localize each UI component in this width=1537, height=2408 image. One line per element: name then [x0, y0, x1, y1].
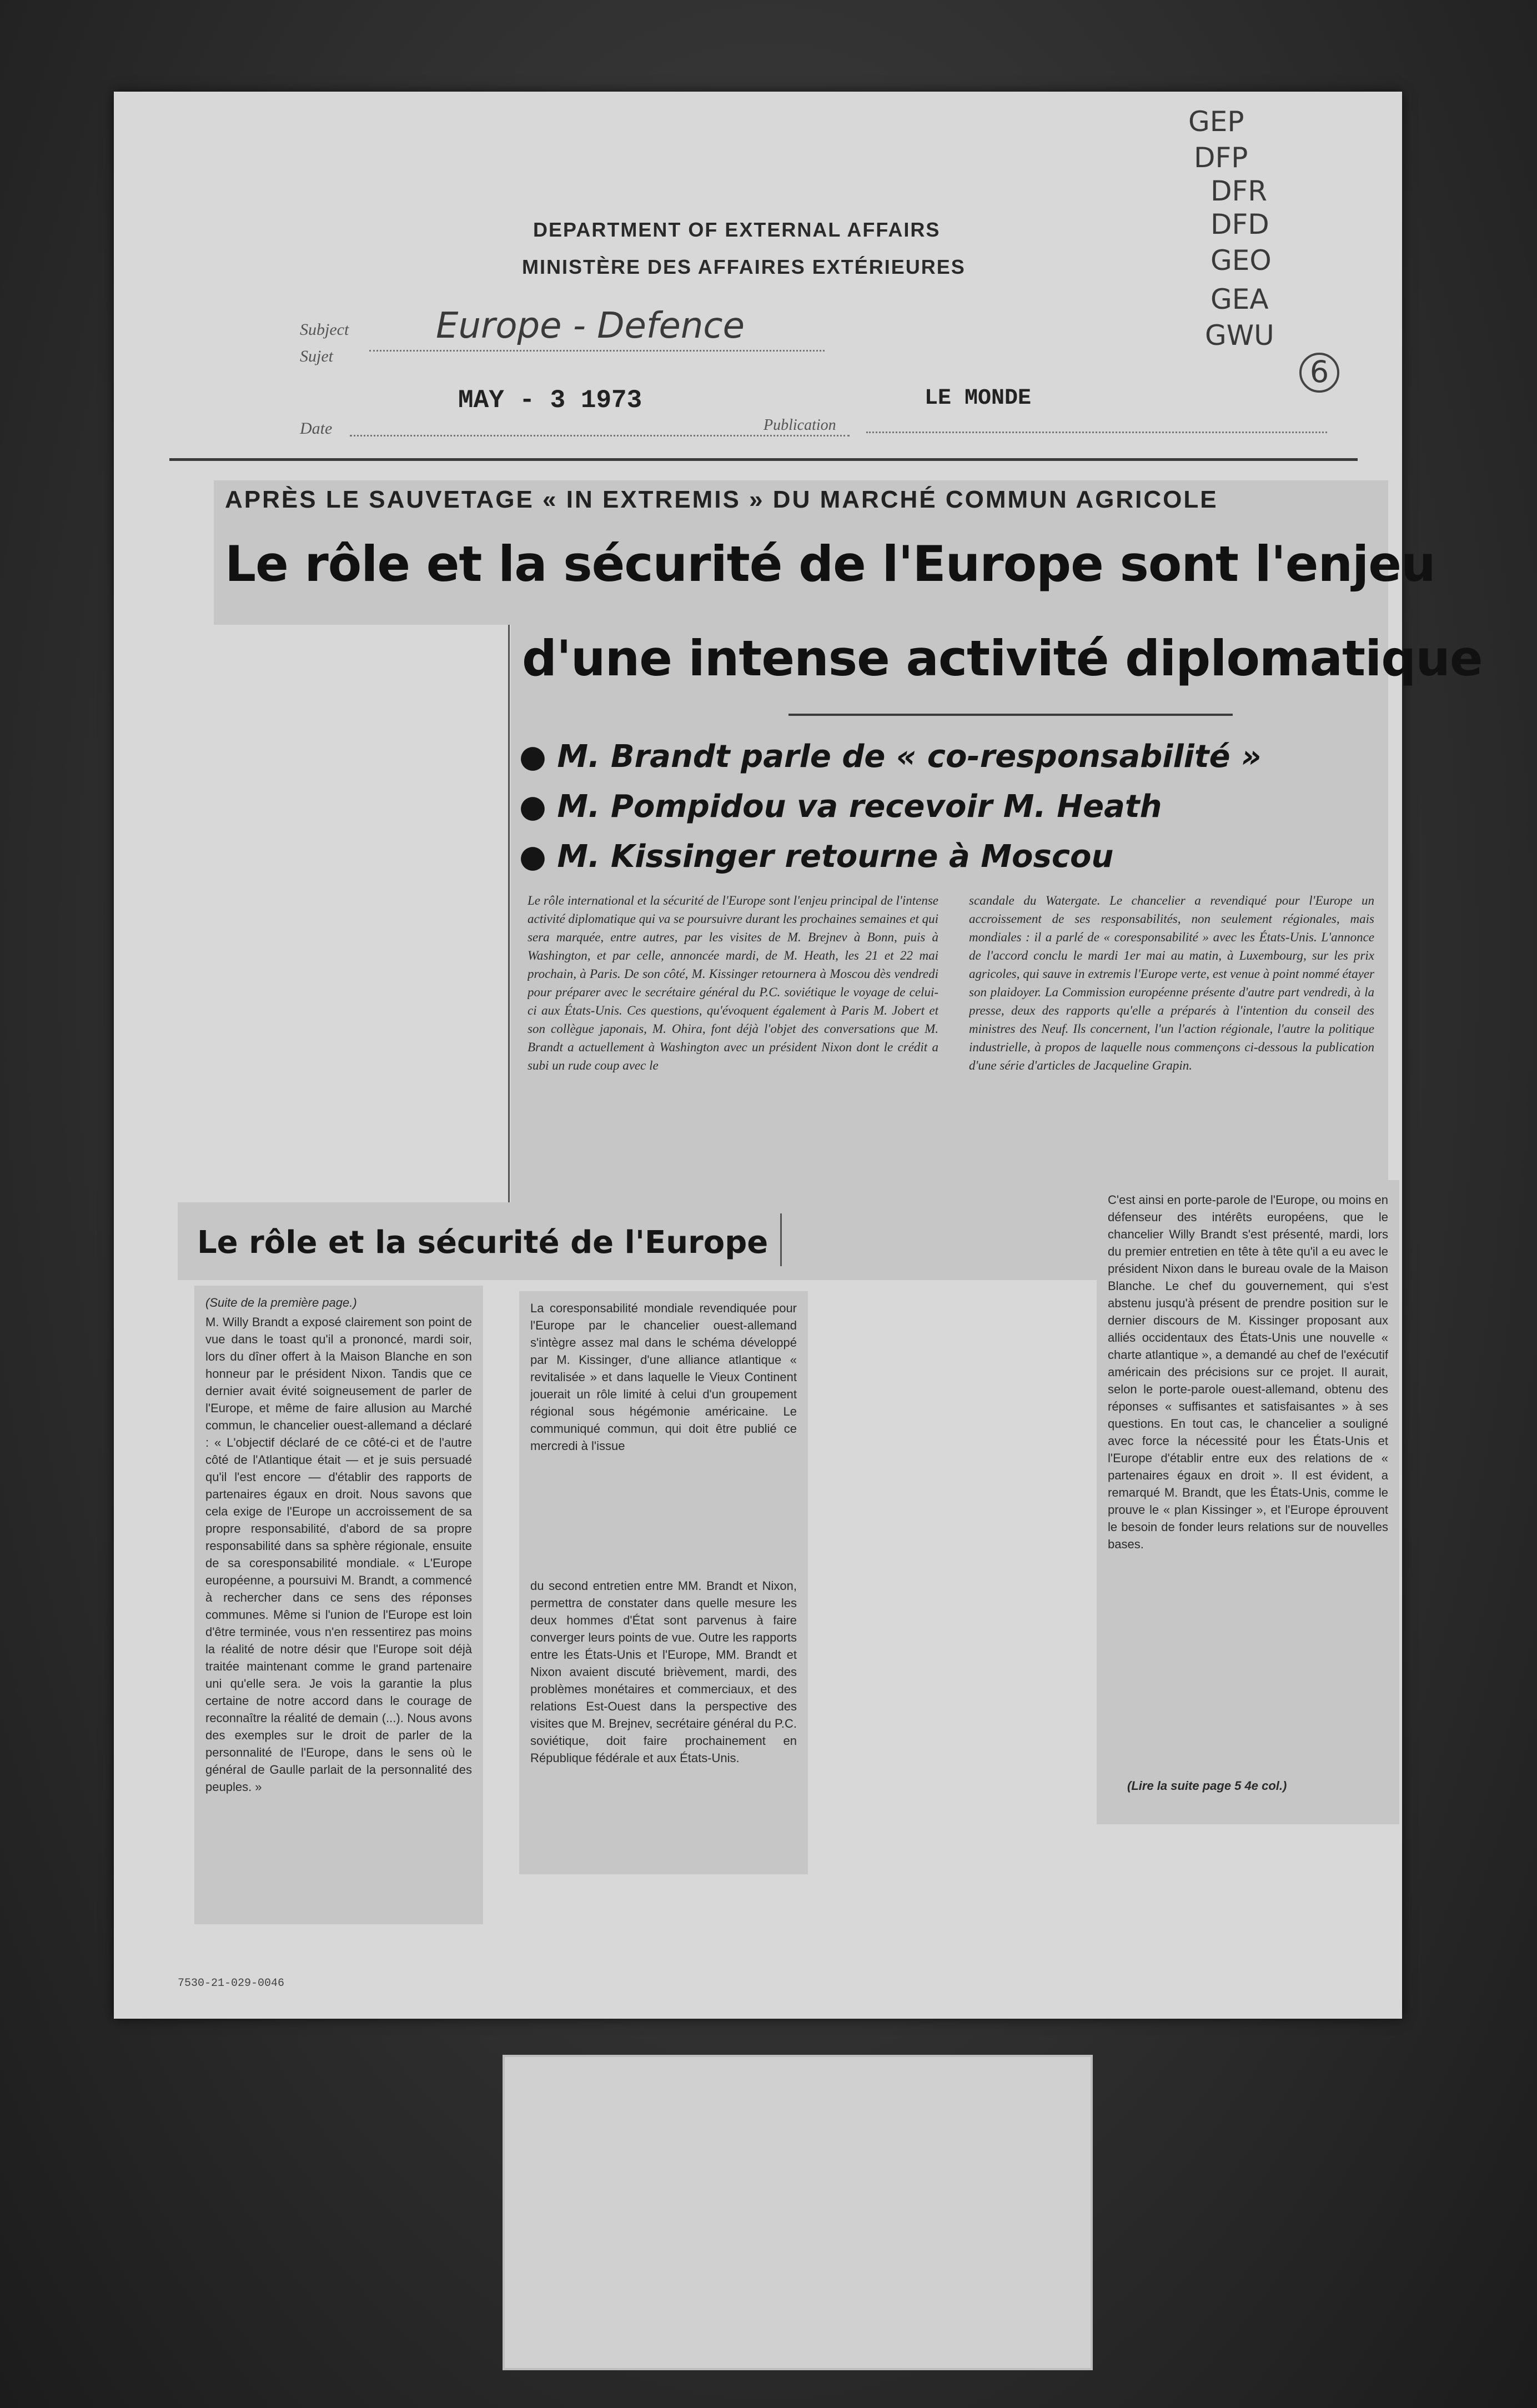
publication-label: Publication	[764, 417, 836, 434]
bullet-3: ● M. Kissinger retourne à Moscou	[519, 839, 1114, 875]
headline-line-1: Le rôle et la sécurité de l'Europe sont l'enjeu	[225, 535, 1435, 593]
continuation-column-2a: La coresponsabilité mondiale revendiquée pour l'Europe par le chancelier ouest-allemand s'intègre assez mal dans le schéma développé par M. Kissinger, d'une alliance atlantique « revitalisée » et dans laquelle le Vieux Continent jouerait un rôle limité à celui d'un groupement régional sous hégémonie américaine. Le communiqué commun, qui doit être publié ce mercredi à l'issue	[530, 1301, 797, 1453]
blank-card	[503, 2055, 1093, 2370]
page-number-circled: 6	[1299, 353, 1339, 393]
form-code: 7530-21-029-0046	[178, 1977, 285, 1990]
publication-stamp: LE MONDE	[925, 386, 1032, 411]
clipping-sheet	[114, 92, 1483, 2019]
continuation-column-1: M. Willy Brandt a exposé clairement son point de vue dans le toast qu'il a prononcé, mardi soir, lors du dîner offert à la Maison Blanche en son honneur par le président Nixon. Tandis que ce dernier avait évité soigneusement de parler de l'Europe, et même de faire allusion au Marché commun, le chancelier ouest-allemand a déclaré : « L'objectif déclaré de ce côté-ci et de l'autre côté de l'Atlantique était — et je suis persuadé qu'il l'est encore — d'établir des rapports de partenaires égaux en droit. Nous savons que cela exige de l'Europe un accroissement de sa propre responsabilité, d'abord de sa propre responsabilité dans sa sphère régionale, ensuite de sa coresponsabilité mondiale. « L'Europe européenne, a poursuivi M. Brandt, a commencé à rechercher dans ce sens des réponses communes. Même si l'union de l'Europe est loin d'être terminée, vous n'en ressentirez pas moins la réalité de notre désir que l'Europe soit déjà traitée maintenant comme le grand partenaire uni qu'elle sera. Je vois la garantie la plus certaine de notre accord dans le courage de reconnaître la réalité de demain (...). Nous avons des exemples sur le droit de parler de la personnalité de l'Europe, dans le sens où le général de Gaulle parlait de la personnalité des peuples. »	[205, 1315, 472, 1794]
continuation-title: Le rôle et la sécurité de l'Europe	[197, 1225, 768, 1261]
date-stamp: MAY - 3 1973	[458, 386, 642, 415]
subject-line	[369, 350, 825, 352]
header-rule	[169, 458, 1358, 461]
suite-note: (Suite de la première page.)	[205, 1296, 357, 1310]
subject-label: Subject	[300, 320, 349, 339]
routing-code: DFP	[1194, 142, 1248, 174]
continuation-jump: (Lire la suite page 5 4e col.)	[1127, 1779, 1287, 1793]
routing-code: GEO	[1210, 244, 1272, 277]
routing-code: DFD	[1210, 208, 1269, 240]
sujet-label: Sujet	[300, 347, 333, 365]
title-edge	[780, 1213, 782, 1266]
headline-line-2: d'une intense activité diplomatique	[522, 630, 1483, 687]
headline-rule	[788, 714, 1233, 716]
date-label: Date	[300, 419, 333, 438]
lead-column-1: Le rôle international et la sécurité de l'Europe sont l'enjeu principal de l'intense activité diplomatique qui va se poursuivre durant les prochaines semaines et qui sera marquée, entre autres, par les visites de M. Brejnev à Bonn, puis à Washington, et par celle, annoncée mardi, de M. Heath, les 21 et 22 mai prochain, à Paris. De son côté, M. Kissinger retournera à Moscou dès vendredi pour préparer avec le secrétaire général du P.C. soviétique le voyage de celui-ci aux États-Unis. Ces questions, qu'évoquent également à Paris M. Jobert et son collègue japonais, M. Ohira, font déjà l'objet des conversations que M. Brandt a actuellement à Washington avec un président Nixon dont le crédit a subi un rude coup avec le	[528, 894, 938, 1072]
department-name-en: DEPARTMENT OF EXTERNAL AFFAIRS	[533, 218, 941, 241]
clip-edge	[508, 625, 510, 1280]
routing-code: GWU	[1205, 319, 1274, 352]
routing-code: DFR	[1210, 175, 1268, 207]
routing-code: GEA	[1210, 283, 1269, 315]
continuation-column-2b: du second entretien entre MM. Brandt et Nixon, permettra de constater dans quelle mesure les deux hommes d'État sont parvenus à faire converger leurs points de vue. Outre les rapports entre les États-Unis et l'Europe, MM. Brandt et Nixon avaient discuté brièvement, mardi, des problèmes monétaires et commerciaux, et des relations Est-Ouest dans la perspective des visites que M. Brejnev, secrétaire général du P.C. soviétique, doit faire prochainement en République fédérale et aux États-Unis.	[530, 1579, 797, 1765]
bullet-2: ● M. Pompidou va recevoir M. Heath	[519, 789, 1162, 825]
continuation-column-3: C'est ainsi en porte-parole de l'Europe, ou moins en défenseur des intérêts européens, que le chancelier Willy Brandt s'est présenté, mardi, lors du premier entretien en tête à tête qu'il a eu avec le président Nixon dans le bureau ovale de la Maison Blanche. Le chef du gouvernement, qui s'est abstenu jusqu'à présent de prendre position sur le dernier discours de M. Kissinger proposant aux alliés occidentaux des États-Unis une nouvelle « charte atlantique », a demandé au chef de l'exécutif américain des précisions sur ce projet. Il aurait, selon le porte-parole ouest-allemand, obtenu des réponses « suffisantes et satisfaisantes » à ses questions. En tout cas, le chancelier a souligné avec force la nécessité pour les États-Unis et l'Europe d'établir entre eux des relations de « partenaires égaux en droit ». Il est évident, a remarqué M. Brandt, que les États-Unis, comme le prouve le « plan Kissinger », et l'Europe éprouvent le besoin de fonder leurs relations sur de nouvelles bases.	[1108, 1193, 1388, 1551]
article-kicker: APRÈS LE SAUVETAGE « IN EXTREMIS » DU MARCHÉ COMMUN AGRICOLE	[225, 486, 1218, 513]
date-line	[350, 435, 850, 437]
subject-handwritten: Europe - Defence	[436, 305, 745, 347]
department-name-fr: MINISTÈRE DES AFFAIRES EXTÉRIEURES	[522, 255, 966, 278]
routing-code: GEP	[1188, 106, 1244, 138]
bullet-1: ● M. Brandt parle de « co-responsabilité »	[519, 739, 1262, 775]
publication-line	[866, 432, 1327, 433]
lead-column-2: scandale du Watergate. Le chancelier a revendiqué pour l'Europe un accroissement de ses responsabilités, non seulement régionales, mais mondiales : il a parlé de « coresponsabilité » avec les États-Unis. L'annonce de l'accord conclu le mardi 1er mai au matin, à Luxembourg, sur les prix agricoles, qui sauve in extremis l'Europe verte, est venue à point nommé étayer son plaidoyer. La Commission européenne présente d'autre part vendredi, à la presse, deux des rapports qu'elle a préparés à l'intention du conseil des ministres des Neuf. Ils concernent, l'un l'action régionale, l'autre la politique industrielle, à propos de laquelle nous commençons ci-dessous la publication d'une série d'articles de Jacqueline Grapin.	[969, 894, 1374, 1072]
